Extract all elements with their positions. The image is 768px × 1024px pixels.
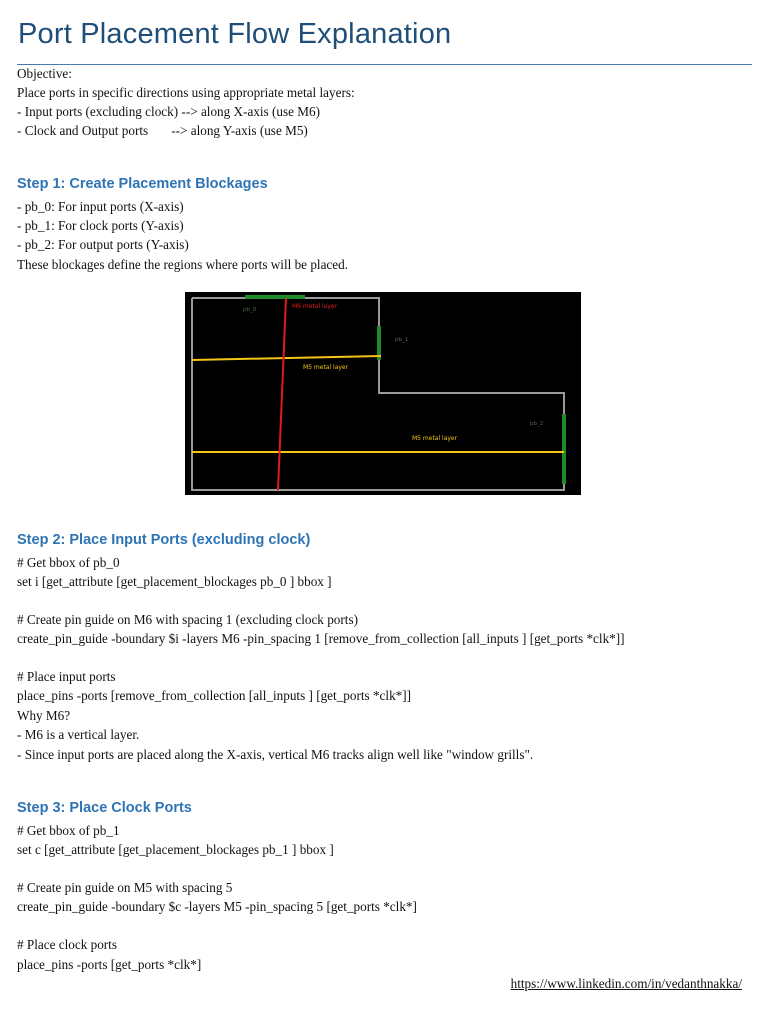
step2-line: - Since input ports are placed along the X-axis, vertical M6 tracks align well like "window grills". xyxy=(17,747,534,762)
step3-line: # Get bbox of pb_1 xyxy=(17,823,120,838)
layout-figure xyxy=(185,292,581,495)
step2-line: place_pins -ports [remove_from_collection [all_inputs ] [get_ports *clk*]] xyxy=(17,688,412,703)
step1-line: These blockages define the regions where ports will be placed. xyxy=(17,257,349,272)
label-m5-bottom: M5 metal layer xyxy=(412,435,458,442)
objective-input-ports: - Input ports (excluding clock) --> along X-axis (use M6) xyxy=(17,104,320,119)
step1-line: - pb_1: For clock ports (Y-axis) xyxy=(17,218,184,233)
m6-line xyxy=(278,298,286,490)
step1-line: - pb_0: For input ports (X-axis) xyxy=(17,199,184,214)
step3-heading: Step 3: Place Clock Ports xyxy=(17,800,192,816)
label-m6: M6 metal layer xyxy=(292,303,338,310)
label-m5-top: M5 metal layer xyxy=(303,364,349,371)
linkedin-link[interactable]: https://www.linkedin.com/in/vedanthnakka/ xyxy=(510,976,742,991)
objective-label: Objective: xyxy=(17,66,72,81)
step2-heading: Step 2: Place Input Ports (excluding clock) xyxy=(17,532,311,548)
title-underline xyxy=(17,64,752,65)
step2-line: set i [get_attribute [get_placement_blockages pb_0 ] bbox ] xyxy=(17,574,332,589)
step3-line: # Create pin guide on M5 with spacing 5 xyxy=(17,880,233,895)
blockage-pb2 xyxy=(562,414,566,484)
step3-line: # Place clock ports xyxy=(17,937,117,952)
layout-diagram xyxy=(185,292,581,495)
step1-heading: Step 1: Create Placement Blockages xyxy=(17,176,268,192)
step2-line: # Create pin guide on M6 with spacing 1 (excluding clock ports) xyxy=(17,612,358,627)
blockage-pb1 xyxy=(377,326,381,360)
page-title: Port Placement Flow Explanation xyxy=(18,18,452,50)
blockage-pb0 xyxy=(245,295,305,299)
step1-line: - pb_2: For output ports (Y-axis) xyxy=(17,237,189,252)
step3-line: place_pins -ports [get_ports *clk*] xyxy=(17,957,202,972)
step2-line: Why M6? xyxy=(17,708,71,723)
label-pb2: pb_2 xyxy=(530,421,544,427)
m5-line-top xyxy=(192,356,381,360)
label-pb0: pb_0 xyxy=(243,307,257,313)
objective-text: Place ports in specific directions using appropriate metal layers: xyxy=(17,85,355,100)
label-pb1: pb_1 xyxy=(395,337,409,343)
objective-clock-output-ports: - Clock and Output ports --> along Y-axis (use M5) xyxy=(17,123,308,138)
step3-line: set c [get_attribute [get_placement_blockages pb_1 ] bbox ] xyxy=(17,842,334,857)
step2-line: # Place input ports xyxy=(17,669,116,684)
step2-line: - M6 is a vertical layer. xyxy=(17,727,140,742)
step3-line: create_pin_guide -boundary $c -layers M5 -pin_spacing 5 [get_ports *clk*] xyxy=(17,899,417,914)
step2-line: # Get bbox of pb_0 xyxy=(17,555,120,570)
step2-line: create_pin_guide -boundary $i -layers M6 -pin_spacing 1 [remove_from_collection [all_inputs ] [get_ports *clk*]] xyxy=(17,631,625,646)
